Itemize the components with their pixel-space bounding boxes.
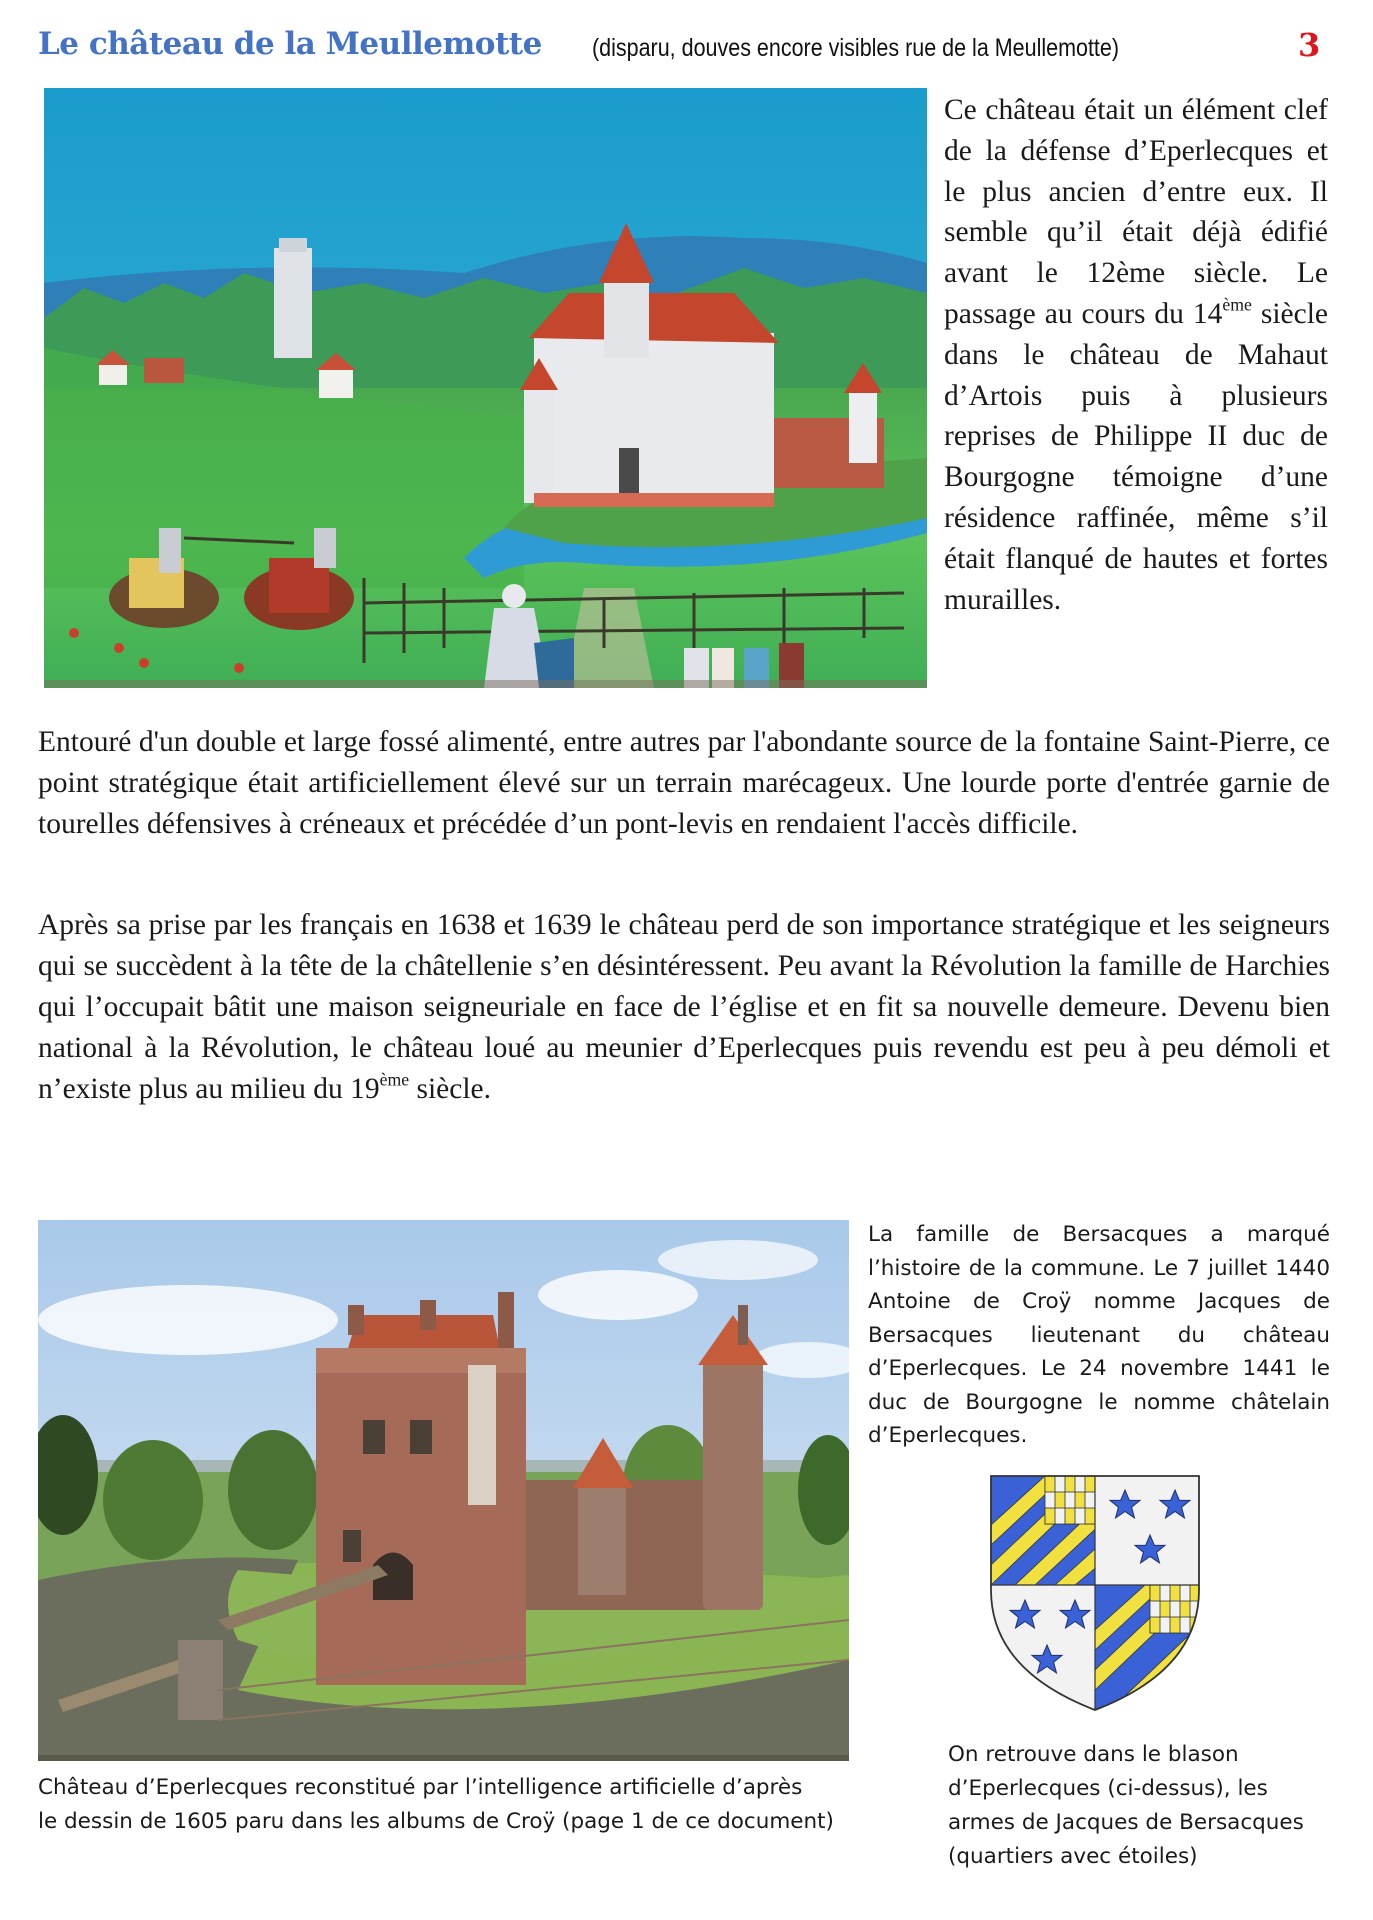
bersacques-text: La famille de Bersacques a marqué l’histoire de la commune. Le 7 juillet 1440 Antoine de Croÿ nomme Jacques de Bersacques lieutenant du château d’Eperlecques. Le 24 novembre 1441 le duc de Bourgogne le nomme châtelain d’Eperlecques.	[868, 1222, 1330, 1448]
paragraph-history	[38, 905, 1330, 1110]
paragraph-history-text-2: siècle.	[409, 1073, 492, 1105]
shield-icon	[985, 1470, 1205, 1715]
castle-painting	[44, 88, 927, 688]
shield-caption-line-1: On retrouve dans le blason	[948, 1742, 1239, 1767]
shield-caption-line-4: (quartiers avec étoiles)	[948, 1844, 1198, 1869]
paragraph-moat-text: Entouré d'un double et large fossé alimenté, entre autres par l'abondante source de la fontaine Saint-Pierre, ce point stratégique était artificiellement élevé sur un terrain marécageux. Une lourde porte d'entrée garnie de tourelles défensives à créneaux et précédée d’un pont-levis en rendaient l'accès difficile.	[38, 726, 1330, 840]
paragraph-history-text-1: Après sa prise par les français en 1638 et 1639 le château perd de son importance stratégique et les seigneurs qui se succèdent à la tête de la châtellenie s’en désintéressent. Peu avant la Révolution la famille de Harchies qui l’occupait bâtit une maison seigneuriale en face de l’église et en fit sa nouvelle demeure. Devenu bien national à la Révolution, le château loué au meunier d’Eperlecques puis revendu est peu à peu démoli et n’existe plus au milieu du 19	[38, 909, 1330, 1105]
page-number: 3	[1298, 26, 1321, 64]
photo-image	[38, 1220, 849, 1761]
page-subtitle: (disparu, douves encore visibles rue de la Meullemotte)	[592, 34, 1120, 62]
shield-caption-line-3: armes de Jacques de Bersacques	[948, 1810, 1304, 1835]
intro-text-2: siècle dans le château de Mahaut d’Artois puis à plusieurs reprises de Philippe II duc de Bourgogne témoigne d’une résidence raffinée, même s’il était flanqué de hautes et fortes murailles.	[944, 297, 1329, 616]
intro-sup: ème	[1222, 294, 1252, 315]
intro-text-1: Ce château était un élément clef de la défense d’Eperlecques et le plus ancien d’entre eux. Il semble qu’il était déjà édifié avant le 12ème siècle. Le passage au cours du 14	[944, 94, 1328, 330]
intro-paragraph	[944, 90, 1328, 620]
photo-caption	[38, 1771, 868, 1839]
photo-caption-line-1: Château d’Eperlecques reconstitué par l’intelligence artificielle d’après	[38, 1775, 803, 1800]
page-title: Le château de la Meullemotte	[38, 26, 542, 62]
castle-photo	[38, 1220, 849, 1761]
painting-image	[44, 88, 927, 688]
shield-caption-line-2: d’Eperlecques (ci-dessus), les	[948, 1776, 1268, 1801]
coat-of-arms	[985, 1470, 1205, 1715]
paragraph-moat	[38, 722, 1330, 845]
shield-caption	[948, 1738, 1348, 1874]
photo-caption-line-2: le dessin de 1605 paru dans les albums de Croÿ (page 1 de ce document)	[38, 1809, 834, 1834]
paragraph-history-sup: ème	[379, 1069, 410, 1090]
bersacques-paragraph	[868, 1218, 1330, 1453]
